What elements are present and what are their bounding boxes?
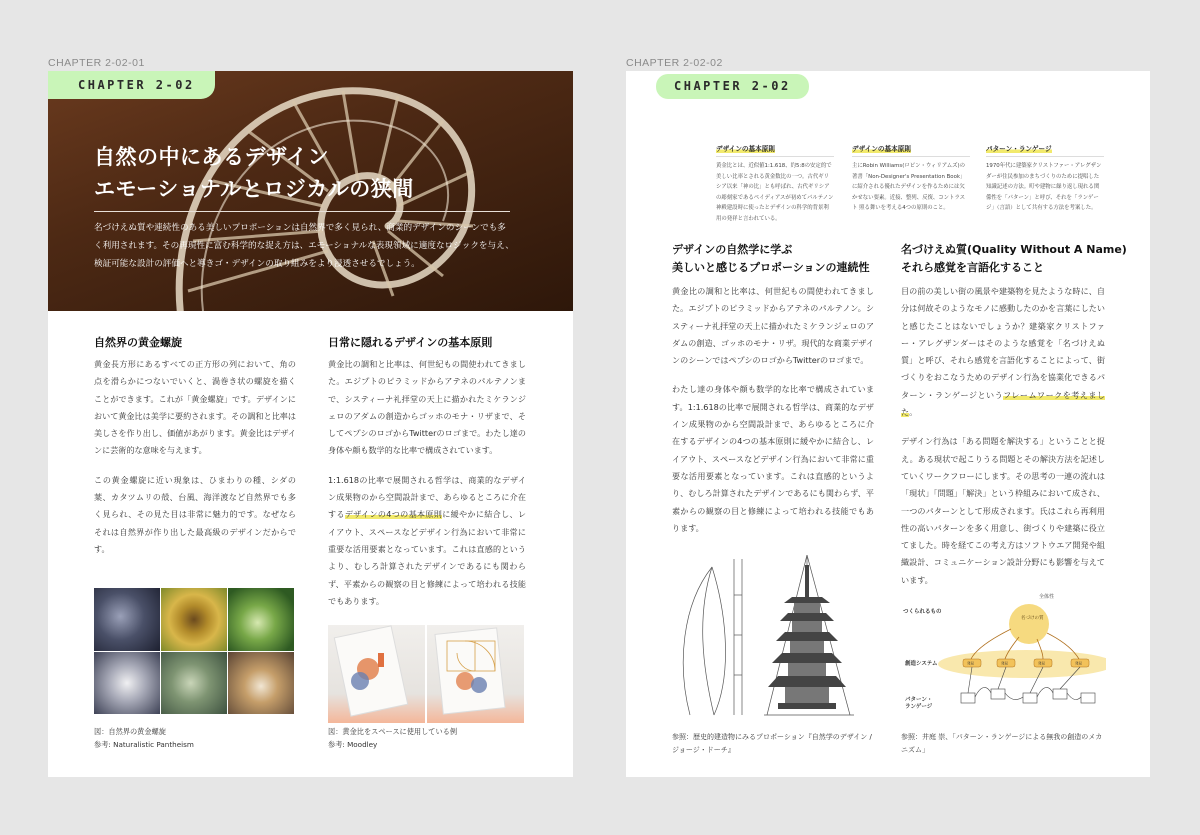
diagram-label-pattern: パターン・ランゲージ	[905, 697, 933, 710]
section-body-golden-spiral: 黄金長方形にあるすべての正方形の列において、角の点を滑らかにつないでいくと、渦巻き状の螺旋を描くことができます。これが「黄金螺旋」です。デザインにおいて黄金比は美学に要約されます。その調和と比率は美しさを作り出し、価値があがります。黄金比はデザインに芸術的な意味を与えます。 この黄金螺旋に近い現象は、ひまわりの種、シダの葉、カタツムリの殻、台風、海洋渡など自然界でも多く見られ、その見た目は非常に魅力的です。なぜならそれは自然界が作り出した最高級のデザインだからです。	[94, 359, 296, 554]
mosaic-caption: 図：自然界の黄金螺旋 参考: Naturalistic Pantheism	[94, 727, 194, 749]
section-body-design-principles: 黄金比の調和と比率は、何世紀もの間使われてきました。エジプトのピラミッドからアテネのパルテノンまで、システィーナ礼拝堂の天上に描かれたミケランジェロのアダムの創造からゴッホのモナ・リザまで、そしてペプシのロゴからTwitterのロゴまで。わたし達の身体や顔も数学的な比率で構成されています。 1:1.618の比率で展開される哲学は、商業的なデザイン成果物のから空間設計まで、あらゆるところに介在するデザインの4つの基本原則に緩やかに結合し、レイアウト、スペースなどデザイン行為において非常に重要な活用要素となっています。これは直感的というより、むしろ計算されたデザインであるにも関わらず、平素からの観察の目と修練によって培われる技能でもあります。	[328, 359, 526, 606]
section-heading-golden-spiral: 自然界の黄金螺旋	[94, 336, 182, 349]
pagoda-caption: 参照：歴史的建造物にみるプロポーション『自然学のデザイン / ジョージ・ドーチ』	[672, 733, 872, 754]
diagram-label-wholeness: 全体性	[1039, 594, 1055, 600]
note-golden-ratio: デザインの基本原則 黄金比とは、近似値1:1.618、約5:8の安定的で美しい比率とされる黄金数比の一つ。古代ギリシア以来「神の比」とも呼ばれ、古代ギリシアの彫刻家であるペイディアスが初めてパルテノン神殿建設時に使ったとデザインの科学的背景利用の発祥と言われている。	[716, 145, 834, 222]
hero-banner	[48, 71, 573, 311]
diagram-node-discover-2: 発見	[1001, 661, 1008, 666]
aloe-image	[161, 652, 227, 715]
diagram-label-system: 創造システム	[905, 661, 938, 667]
succulent-image	[228, 588, 294, 651]
hero-divider	[94, 211, 510, 212]
section-body-qwan: 目の前の美しい街の風景や建築物を見たような時に、自分は何故そのようなモノに感動したのかを言葉にしたいと感じたことはないでしょうか？建築家クリストファー・アレグザンダーはそのような感覚を「名づけえぬ質」と呼び、それら感覚を言語化することによって、街づくりをおこなうためのデザイン行為を協業化できるパターン・ランゲージというフレームワークを考えました。 デザイン行為は「ある問題を解決する」ということと捉え。ある現状で起こりうる問題とその解決方法を記述していくワークフローにします。その思考の一連の流れは「現状」「問題」「解決」という枠組みにおいて成され、一つのパターンとして形成されます。氏はこれら再利用性の高いパターンを多く用意し、街づくりや建築に役立てました。時を経てこの考え方はソフトウエア開発や組織設計、コミュニケーション設計分野にも影響を与えています。	[901, 286, 1106, 585]
moodley-photo	[328, 625, 524, 723]
moodley-caption: 図：黄金比をスペースに使用している例 参考: Moodley	[328, 727, 458, 749]
hero-title: 自然の中にあるデザイン エモーショナルとロジカルの狭間	[94, 145, 414, 201]
chapter-tab-right: CHAPTER 2-02	[656, 74, 809, 99]
diagram-node-discover-3: 発見	[1038, 661, 1045, 666]
page-right	[626, 71, 1150, 777]
section-heading-proportion: デザインの自然学に学ぶ 美しいと感じるプロポーションの連続性	[672, 243, 870, 274]
pagoda-proportion-drawing	[672, 555, 872, 721]
page-left	[48, 71, 573, 777]
section-heading-qwan: 名づけえぬ質(Quality Without A Name) それら感覚を言語化すること	[901, 243, 1127, 274]
pattern-caption: 参照：井庭 崇、「パターン・ランゲージによる無我の創造のメカニズム」	[901, 733, 1103, 754]
hero-lead: 名づけえぬ質や連続性のある美しいプロポーションは自然界で多く見られ、商業的デザインのシーンでも多く利用されます。その再現性に富む科学的な捉え方は、エモーショナルな表現領域に適度なロジックを与え、検証可能な設計の評価へと導きゴ・デザインの取り組みをより浸透させるでしょう。	[94, 223, 514, 269]
note-design-principles: デザインの基本原則 主にRobin Williams(ロビン・ウィリアムズ)の著書「Non-Designer's Presentation Book」に紹介される優れたデザインを作るためには欠かせない要素。近接、整列、反復、コントラスト 照る舞いを考える4つの原則のこと。	[852, 143, 970, 214]
section-body-proportion: 黄金比の調和と比率は、何世紀もの間使われてきました。エジプトのピラミッドからアテネのパルテノン。システィーナ礼拝堂の天上に描かれたミケランジェロのアダムの創造、ゴッホのモナ・リザ。現代的な商業デザインのシーンではペプシのロゴからTwitterのロゴまで。 わたし達の身体や顔も数学的な比率で構成されています。1:1.618の比率で展開される哲学は、商業的なデザイン成果物のから空間設計まで、あらゆるところに介在するデザインの4つの基本原則に緩やかに結合し、レイアウト、スペースなどデザイン行為において非常に重要な活用要素となっています。これは直感的というより、むしろ計算されたデザインであるにも関わらず、平素からの観察の目と修練によって培われる技能でもあります。	[672, 286, 874, 533]
pattern-language-diagram	[901, 589, 1106, 721]
note-pattern-language: パターン・ランゲージ 1970年代に建築家クリストファー・アレグザンダーが住民参加のまちづくりのために提唱した知識記述の方法。町や建物に繰り返し現れる関係性を「パターン」と呼び、それを「ランゲージ」（言語）として共有する方法を考案した。	[986, 143, 1104, 214]
diagram-node-discover-4: 発見	[1075, 661, 1082, 666]
diagram-label-made: つくられるもの	[903, 609, 942, 615]
galaxy-image	[94, 588, 160, 651]
diagram-node-center: 名づけの質	[1021, 616, 1044, 621]
highlight-four-principles: デザインの4つの基本原則	[344, 509, 443, 520]
frame-label-left: CHAPTER 2-02-01	[48, 57, 145, 69]
diagram-node-discover-1: 発見	[967, 661, 974, 666]
frame-label-right: CHAPTER 2-02-02	[626, 57, 723, 69]
section-heading-design-principles: 日常に隠れるデザインの基本原則	[328, 336, 493, 349]
chapter-tab: CHAPTER 2-02	[48, 71, 215, 99]
nautilus-image	[228, 652, 294, 715]
hurricane-image	[94, 652, 160, 715]
highlight-framework: フレームワークを考えました	[901, 389, 1106, 418]
golden-spiral-mosaic	[94, 588, 294, 714]
sunflower-image	[161, 588, 227, 651]
